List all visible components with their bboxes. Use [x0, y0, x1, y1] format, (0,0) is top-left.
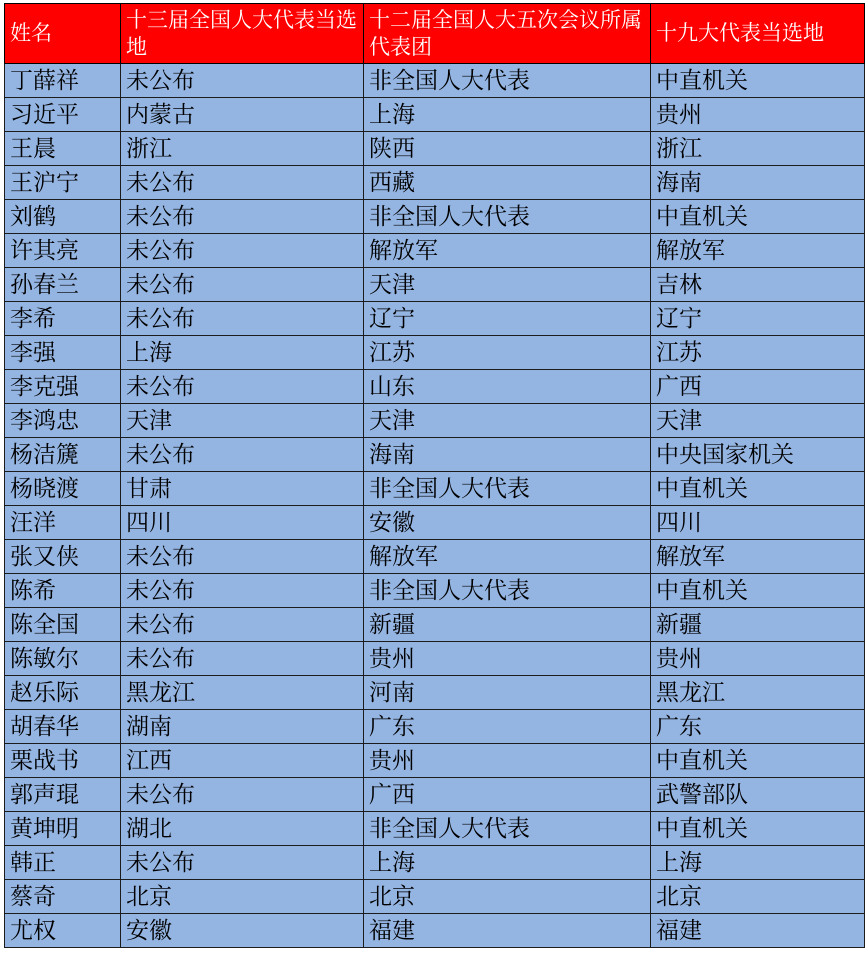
cell-name[interactable]: 习近平 [5, 98, 121, 132]
header-row [5, 4, 865, 64]
table-row [5, 302, 865, 336]
cell-13th-npc-constituency[interactable]: 江西 [121, 744, 364, 778]
table-row [5, 846, 865, 880]
cell-19th-congress-constituency[interactable]: 北京 [651, 880, 865, 914]
table-row [5, 132, 865, 166]
cell-13th-npc-constituency[interactable]: 未公布 [121, 370, 364, 404]
cell-13th-npc-constituency[interactable]: 未公布 [121, 540, 364, 574]
cell-12th-npc-delegation[interactable]: 上海 [364, 846, 651, 880]
cell-13th-npc-constituency[interactable]: 内蒙古 [121, 98, 364, 132]
table-row [5, 812, 865, 846]
cell-12th-npc-delegation[interactable]: 江苏 [364, 336, 651, 370]
cell-19th-congress-constituency[interactable]: 中直机关 [651, 574, 865, 608]
cell-12th-npc-delegation[interactable]: 河南 [364, 676, 651, 710]
cell-13th-npc-constituency[interactable]: 未公布 [121, 778, 364, 812]
cell-name[interactable]: 汪洋 [5, 506, 121, 540]
cell-name[interactable]: 胡春华 [5, 710, 121, 744]
cell-12th-npc-delegation[interactable]: 解放军 [364, 234, 651, 268]
cell-19th-congress-constituency[interactable]: 解放军 [651, 234, 865, 268]
delegate-table [4, 3, 865, 948]
table-row [5, 574, 865, 608]
cell-12th-npc-delegation[interactable]: 北京 [364, 880, 651, 914]
cell-name[interactable]: 杨洁篪 [5, 438, 121, 472]
table-row [5, 778, 865, 812]
cell-13th-npc-constituency[interactable]: 未公布 [121, 268, 364, 302]
cell-12th-npc-delegation[interactable]: 非全国人大代表 [364, 64, 651, 98]
cell-name[interactable]: 陈敏尔 [5, 642, 121, 676]
table-row [5, 234, 865, 268]
header-cell-13th-npc-constituency[interactable]: 十三届全国人大代表当选地 [121, 4, 364, 64]
cell-19th-congress-constituency[interactable]: 中直机关 [651, 472, 865, 506]
table-row [5, 336, 865, 370]
header-cell-name[interactable]: 姓名 [5, 4, 121, 64]
table-row [5, 438, 865, 472]
cell-19th-congress-constituency[interactable]: 天津 [651, 404, 865, 438]
cell-19th-congress-constituency[interactable]: 中央国家机关 [651, 438, 865, 472]
cell-19th-congress-constituency[interactable]: 福建 [651, 914, 865, 948]
cell-12th-npc-delegation[interactable]: 广西 [364, 778, 651, 812]
cell-name[interactable]: 李强 [5, 336, 121, 370]
cell-19th-congress-constituency[interactable]: 吉林 [651, 268, 865, 302]
table-row [5, 64, 865, 98]
cell-name[interactable]: 蔡奇 [5, 880, 121, 914]
cell-19th-congress-constituency[interactable]: 中直机关 [651, 744, 865, 778]
cell-19th-congress-constituency[interactable]: 中直机关 [651, 812, 865, 846]
cell-name[interactable]: 赵乐际 [5, 676, 121, 710]
table-row [5, 166, 865, 200]
cell-19th-congress-constituency[interactable]: 中直机关 [651, 64, 865, 98]
cell-13th-npc-constituency[interactable]: 湖南 [121, 710, 364, 744]
cell-13th-npc-constituency[interactable]: 未公布 [121, 302, 364, 336]
cell-name[interactable]: 栗战书 [5, 744, 121, 778]
table-row [5, 268, 865, 302]
table-row [5, 404, 865, 438]
cell-12th-npc-delegation[interactable]: 上海 [364, 98, 651, 132]
cell-12th-npc-delegation[interactable]: 天津 [364, 404, 651, 438]
table-row [5, 710, 865, 744]
table-row [5, 880, 865, 914]
cell-12th-npc-delegation[interactable]: 新疆 [364, 608, 651, 642]
cell-13th-npc-constituency[interactable]: 未公布 [121, 64, 364, 98]
table-row [5, 608, 865, 642]
cell-name[interactable]: 李克强 [5, 370, 121, 404]
cell-19th-congress-constituency[interactable]: 新疆 [651, 608, 865, 642]
cell-name[interactable]: 王晨 [5, 132, 121, 166]
cell-name[interactable]: 韩正 [5, 846, 121, 880]
header-cell-12th-npc-delegation[interactable]: 十二届全国人大五次会议所属代表团 [364, 4, 651, 64]
cell-19th-congress-constituency[interactable]: 广西 [651, 370, 865, 404]
table-row [5, 370, 865, 404]
table-row [5, 744, 865, 778]
cell-name[interactable]: 黄坤明 [5, 812, 121, 846]
cell-12th-npc-delegation[interactable]: 解放军 [364, 540, 651, 574]
cell-12th-npc-delegation[interactable]: 非全国人大代表 [364, 574, 651, 608]
cell-12th-npc-delegation[interactable]: 非全国人大代表 [364, 812, 651, 846]
cell-name[interactable]: 尤权 [5, 914, 121, 948]
cell-19th-congress-constituency[interactable]: 广东 [651, 710, 865, 744]
cell-13th-npc-constituency[interactable]: 黑龙江 [121, 676, 364, 710]
cell-19th-congress-constituency[interactable]: 海南 [651, 166, 865, 200]
cell-12th-npc-delegation[interactable]: 广东 [364, 710, 651, 744]
cell-12th-npc-delegation[interactable]: 西藏 [364, 166, 651, 200]
cell-name[interactable]: 王沪宁 [5, 166, 121, 200]
cell-12th-npc-delegation[interactable]: 海南 [364, 438, 651, 472]
cell-12th-npc-delegation[interactable]: 非全国人大代表 [364, 472, 651, 506]
cell-12th-npc-delegation[interactable]: 安徽 [364, 506, 651, 540]
table-row [5, 506, 865, 540]
cell-13th-npc-constituency[interactable]: 未公布 [121, 574, 364, 608]
cell-19th-congress-constituency[interactable]: 贵州 [651, 642, 865, 676]
cell-12th-npc-delegation[interactable]: 贵州 [364, 744, 651, 778]
cell-13th-npc-constituency[interactable]: 浙江 [121, 132, 364, 166]
cell-name[interactable]: 张又侠 [5, 540, 121, 574]
cell-name[interactable]: 陈希 [5, 574, 121, 608]
cell-12th-npc-delegation[interactable]: 陕西 [364, 132, 651, 166]
cell-19th-congress-constituency[interactable]: 四川 [651, 506, 865, 540]
cell-12th-npc-delegation[interactable]: 福建 [364, 914, 651, 948]
cell-13th-npc-constituency[interactable]: 未公布 [121, 438, 364, 472]
cell-name[interactable]: 陈全国 [5, 608, 121, 642]
cell-13th-npc-constituency[interactable]: 湖北 [121, 812, 364, 846]
cell-13th-npc-constituency[interactable]: 未公布 [121, 166, 364, 200]
cell-name[interactable]: 刘鹤 [5, 200, 121, 234]
cell-13th-npc-constituency[interactable]: 安徽 [121, 914, 364, 948]
cell-19th-congress-constituency[interactable]: 上海 [651, 846, 865, 880]
table-row [5, 200, 865, 234]
cell-13th-npc-constituency[interactable]: 未公布 [121, 608, 364, 642]
cell-name[interactable]: 李希 [5, 302, 121, 336]
cell-19th-congress-constituency[interactable]: 贵州 [651, 98, 865, 132]
cell-13th-npc-constituency[interactable]: 未公布 [121, 642, 364, 676]
cell-13th-npc-constituency[interactable]: 天津 [121, 404, 364, 438]
cell-19th-congress-constituency[interactable]: 解放军 [651, 540, 865, 574]
cell-name[interactable]: 郭声琨 [5, 778, 121, 812]
cell-name[interactable]: 孙春兰 [5, 268, 121, 302]
cell-13th-npc-constituency[interactable]: 上海 [121, 336, 364, 370]
table-row [5, 642, 865, 676]
cell-13th-npc-constituency[interactable]: 未公布 [121, 846, 364, 880]
cell-19th-congress-constituency[interactable]: 辽宁 [651, 302, 865, 336]
cell-19th-congress-constituency[interactable]: 武警部队 [651, 778, 865, 812]
cell-13th-npc-constituency[interactable]: 甘肃 [121, 472, 364, 506]
cell-19th-congress-constituency[interactable]: 浙江 [651, 132, 865, 166]
cell-12th-npc-delegation[interactable]: 天津 [364, 268, 651, 302]
cell-12th-npc-delegation[interactable]: 贵州 [364, 642, 651, 676]
cell-13th-npc-constituency[interactable]: 未公布 [121, 200, 364, 234]
cell-name[interactable]: 李鸿忠 [5, 404, 121, 438]
table-row [5, 914, 865, 948]
table-row [5, 676, 865, 710]
cell-19th-congress-constituency[interactable]: 中直机关 [651, 200, 865, 234]
cell-13th-npc-constituency[interactable]: 北京 [121, 880, 364, 914]
cell-12th-npc-delegation[interactable]: 非全国人大代表 [364, 200, 651, 234]
header-cell-19th-congress-constituency[interactable]: 十九大代表当选地 [651, 4, 865, 64]
cell-name[interactable]: 许其亮 [5, 234, 121, 268]
cell-12th-npc-delegation[interactable]: 山东 [364, 370, 651, 404]
table-body [5, 64, 865, 948]
cell-name[interactable]: 杨晓渡 [5, 472, 121, 506]
cell-13th-npc-constituency[interactable]: 未公布 [121, 234, 364, 268]
cell-name[interactable]: 丁薛祥 [5, 64, 121, 98]
table-row [5, 472, 865, 506]
cell-19th-congress-constituency[interactable]: 江苏 [651, 336, 865, 370]
table-row [5, 98, 865, 132]
cell-19th-congress-constituency[interactable]: 黑龙江 [651, 676, 865, 710]
cell-12th-npc-delegation[interactable]: 辽宁 [364, 302, 651, 336]
table-row [5, 540, 865, 574]
cell-13th-npc-constituency[interactable]: 四川 [121, 506, 364, 540]
